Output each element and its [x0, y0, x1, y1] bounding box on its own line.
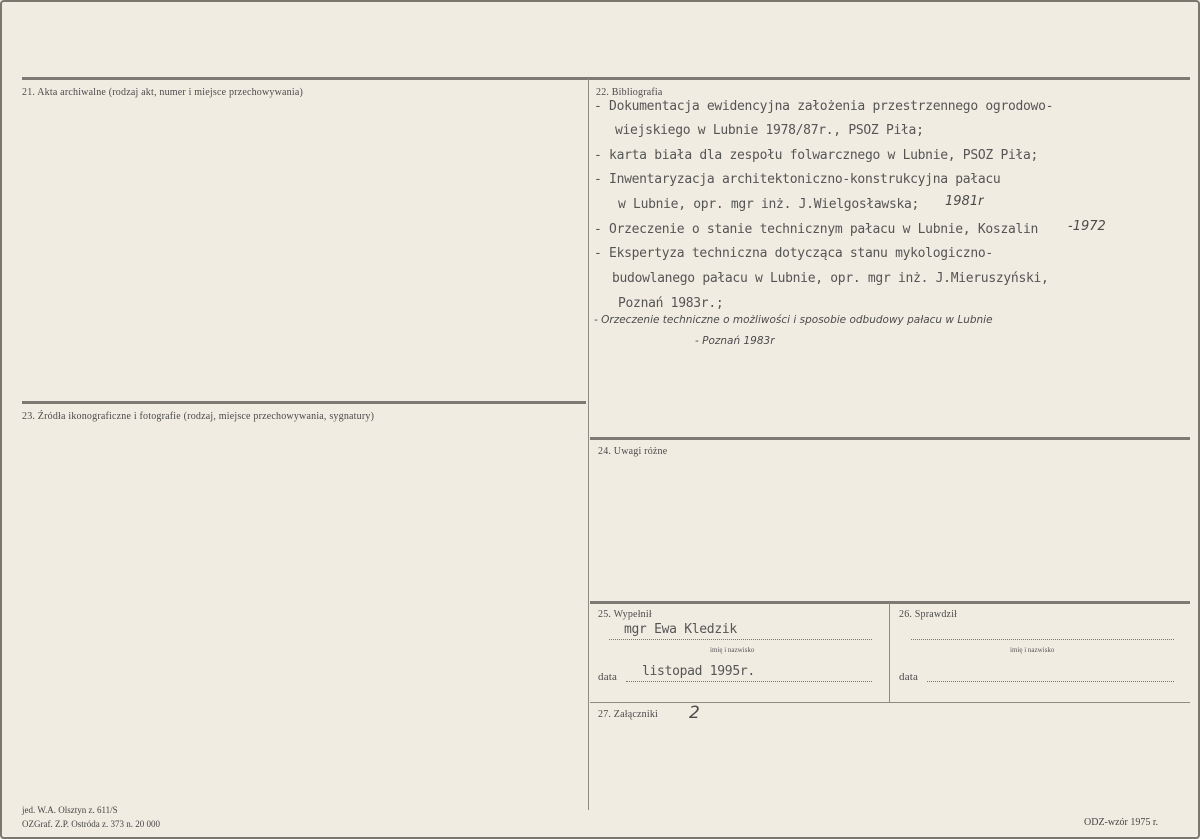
checked-by-date-line	[927, 681, 1174, 682]
bibliography-line-10-handwritten: - Orzeczenie techniczne o możliwości i sposobie odbudowy pałacu w Lubnie	[594, 314, 993, 326]
footer-print-line-2: OZGraf. Z.P. Ostróda z. 373 n. 20 000	[22, 819, 160, 829]
checked-by-name-line	[911, 639, 1174, 640]
bibliography-line-5-handwritten: 1981r	[945, 194, 984, 209]
column-divider	[588, 78, 589, 810]
bibliography-line-11-handwritten: - Poznań 1983r	[695, 335, 775, 347]
section-23-label: 23. Źródła ikonograficzne i fotografie (rodzaj, miejsce przechowywania, sygnatury)	[22, 411, 375, 422]
section-27-label: 27. Załączniki	[598, 709, 658, 720]
section-25-rule	[590, 601, 1190, 604]
filled-by-name-line	[609, 639, 872, 640]
section-21-label: 21. Akta archiwalne (rodzaj akt, numer i miejsce przechowywania)	[22, 87, 304, 98]
section-25-label: 25. Wypełnił	[598, 609, 652, 620]
bibliography-line-8: budowlanego pałacu w Lubnie, opr. mgr inż. J.Mieruszyński,	[612, 271, 1049, 286]
bibliography-line-6: - Orzeczenie o stanie technicznym pałacu w Lubnie, Koszalin	[594, 222, 1039, 237]
filled-by-name: mgr Ewa Kledzik	[624, 622, 737, 637]
checked-by-date-label: data	[899, 671, 919, 683]
section-24-rule	[590, 437, 1190, 440]
bibliography-line-5: w Lubnie, opr. mgr inż. J.Wielgosławska;	[618, 197, 920, 212]
section-24-label: 24. Uwagi różne	[598, 446, 668, 457]
bibliography-line-2: wiejskiego w Lubnie 1978/87r., PSOZ Piła;	[615, 123, 924, 138]
footer-print-line-1: jed. W.A. Olsztyn z. 611/S	[22, 805, 118, 815]
filled-by-date-label: data	[598, 671, 618, 683]
section-25-26-divider	[889, 603, 890, 702]
attachments-value: 2	[689, 703, 700, 723]
section-27-rule	[590, 702, 1190, 703]
bibliography-line-7: - Ekspertyza techniczna dotycząca stanu mykologiczno-	[594, 246, 993, 261]
section-26-label: 26. Sprawdził	[899, 609, 958, 620]
section-22-label: 22. Bibliografia	[596, 87, 663, 98]
top-rule	[22, 77, 1190, 80]
bibliography-line-9: Poznań 1983r.;	[618, 296, 724, 311]
bibliography-line-1: - Dokumentacja ewidencyjna założenia przestrzennego ogrodowo-	[594, 99, 1054, 114]
form-identifier: ODZ-wzór 1975 r.	[1084, 817, 1159, 828]
filled-by-date: listopad 1995r.	[642, 664, 755, 679]
bibliography-line-4: - Inwentaryzacja architektoniczno-konstrukcyjna pałacu	[594, 172, 1001, 187]
filled-by-name-caption: imię i nazwisko	[710, 646, 755, 654]
bibliography-line-6-handwritten: -1972	[1068, 219, 1106, 234]
bibliography-line-3: - karta biała dla zespołu folwarcznego w Lubnie, PSOZ Piła;	[594, 148, 1039, 163]
section-23-rule	[22, 401, 586, 404]
checked-by-name-caption: imię i nazwisko	[1010, 646, 1055, 654]
filled-by-date-line	[626, 681, 872, 682]
